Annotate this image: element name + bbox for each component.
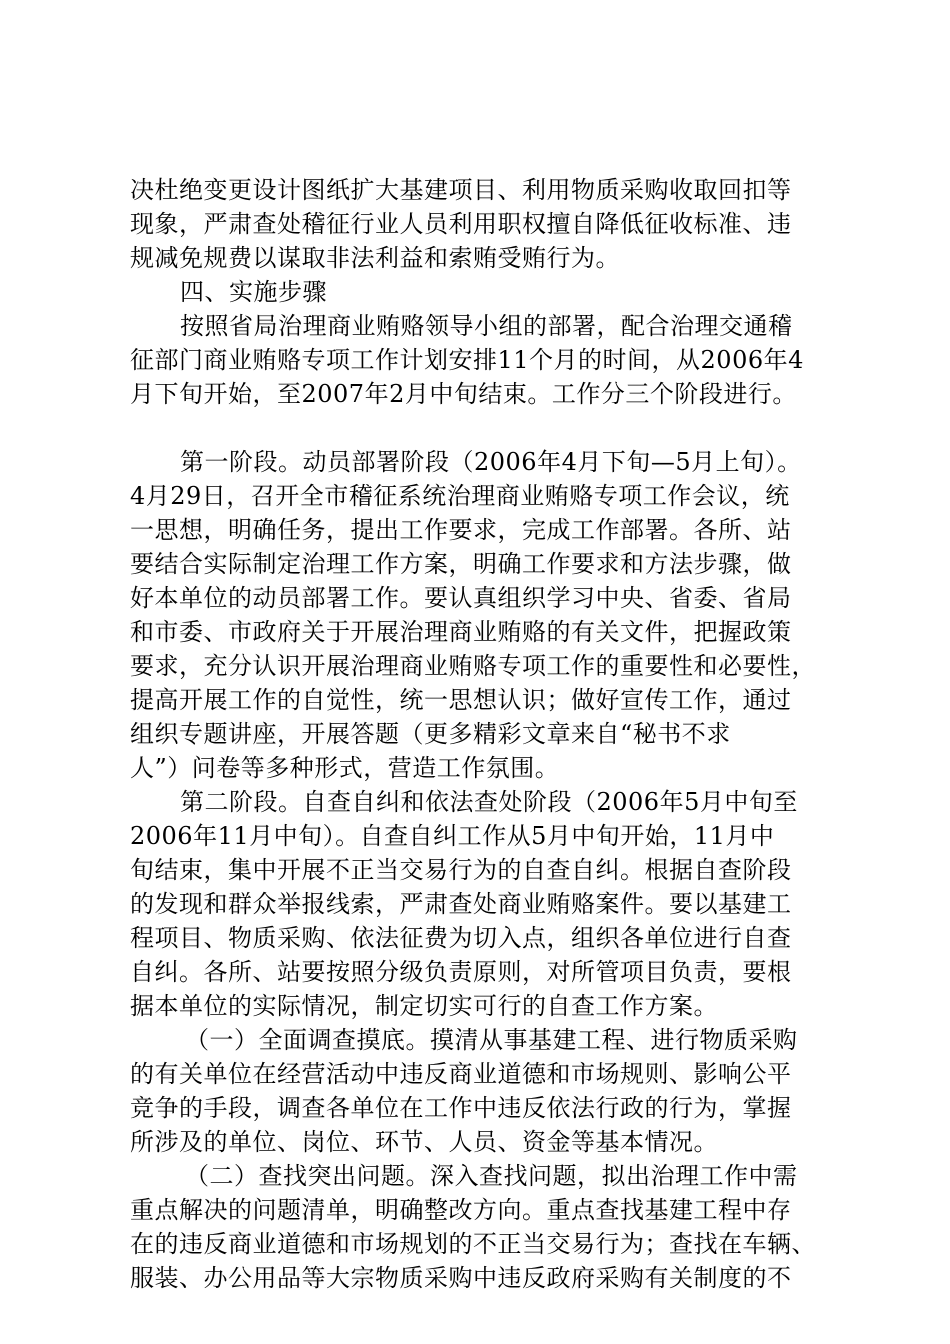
text-line: 要结合实际制定治理工作方案，明确工作要求和方法步骤，做 [130, 550, 792, 578]
text-line: 一思想，明确任务，提出工作要求，完成工作部署。各所、站 [130, 516, 792, 544]
text-line: 在的违反商业道德和市场规划的不正当交易行为；查找在车辆、 [130, 1230, 816, 1258]
text-line: 程项目、物质采购、依法征费为切入点，组织各单位进行自查 [130, 924, 792, 952]
text-line: 据本单位的实际情况，制定切实可行的自查工作方案。 [130, 992, 718, 1020]
text-line: 重点解决的问题清单，明确整改方向。重点查找基建工程中存 [130, 1196, 792, 1224]
text-line: 所涉及的单位、岗位、环节、人员、资金等基本情况。 [130, 1128, 718, 1156]
text-line: 自纠。各所、站要按照分级负责原则，对所管项目负责，要根 [130, 958, 792, 986]
text-line: 月下旬开始，至2007年2月中旬结束。工作分三个阶段进行。 [130, 380, 797, 408]
text-line: 现象，严肃查处稽征行业人员利用职权擅自降低征收标准、违 [130, 210, 792, 238]
stage-heading: 第一阶段。动员部署阶段（2006年4月下旬—5月上旬）。 [180, 448, 802, 476]
text-line: 人”）问卷等多种形式，营造工作氛围。 [130, 754, 560, 782]
text-line: 旬结束，集中开展不正当交易行为的自查自纠。根据自查阶段 [130, 856, 792, 884]
text-line: 的发现和群众举报线索，严肃查处商业贿赂案件。要以基建工 [130, 890, 792, 918]
text-line: 决杜绝变更设计图纸扩大基建项目、利用物质采购收取回扣等 [130, 176, 792, 204]
stage-heading: 第二阶段。自查自纠和依法查处阶段（2006年5月中旬至 [180, 788, 798, 816]
section-heading: 四、实施步骤 [180, 278, 327, 306]
text-line: 好本单位的动员部署工作。要认真组织学习中央、省委、省局 [130, 584, 792, 612]
text-line: 4月29日，召开全市稽征系统治理商业贿赂专项工作会议，统 [130, 482, 790, 510]
text-line: 竞争的手段，调查各单位在工作中违反依法行政的行为，掌握 [130, 1094, 792, 1122]
text-line: 服装、办公用品等大宗物质采购中违反政府采购有关制度的不 [130, 1264, 792, 1292]
item-heading: （二）查找突出问题。深入查找问题，拟出治理工作中需 [185, 1162, 798, 1190]
text-line: 征部门商业贿赂专项工作计划安排11个月的时间，从2006年4 [130, 346, 804, 374]
text-line: 按照省局治理商业贿赂领导小组的部署，配合治理交通稽 [180, 312, 793, 340]
text-line: 要求，充分认识开展治理商业贿赂专项工作的重要性和必要性， [130, 652, 816, 680]
text-line: 的有关单位在经营活动中违反商业道德和市场规则、影响公平 [130, 1060, 792, 1088]
text-line: 2006年11月中旬）。自查自纠工作从5月中旬开始，11月中 [130, 822, 775, 850]
text-line: 组织专题讲座，开展答题（更多精彩文章来自“秘书不求 [130, 720, 731, 748]
text-line: 规减免规费以谋取非法利益和索贿受贿行为。 [130, 244, 620, 272]
text-line: 和市委、市政府关于开展治理商业贿赂的有关文件，把握政策 [130, 618, 792, 646]
text-line: 提高开展工作的自觉性，统一思想认识；做好宣传工作，通过 [130, 686, 792, 714]
item-heading: （一）全面调查摸底。摸清从事基建工程、进行物质采购 [185, 1026, 798, 1054]
